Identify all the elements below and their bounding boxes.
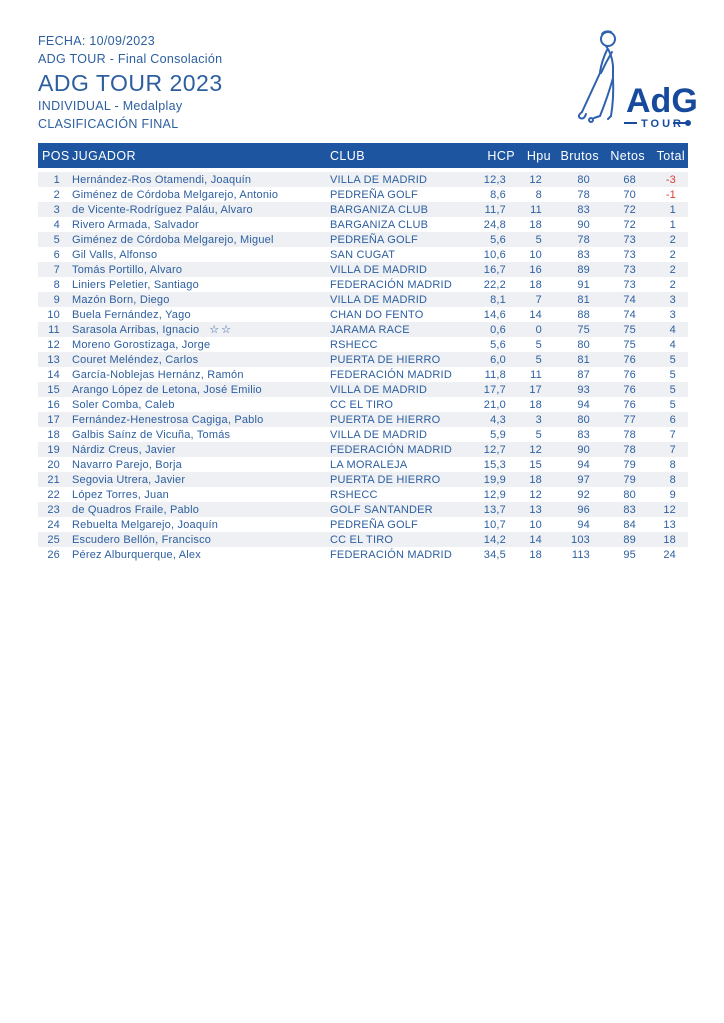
cell-netos: 78 [623,428,636,441]
cell-pos: 24 [47,518,60,531]
player-name: Escudero Bellón, Francisco [72,533,212,546]
cell-pos: 15 [47,383,60,396]
cell-hcp: 15,3 [483,458,506,471]
cell-pos: 8 [53,278,60,291]
cell-brutos: 78 [577,233,590,246]
player-name: Moreno Gorostizaga, Jorge [72,338,211,351]
table-row [38,187,688,202]
cell-club: VILLA DE MADRID [330,263,428,276]
cell-brutos: 80 [577,173,590,186]
cell-total: 12 [663,503,676,516]
classification-line: CLASIFICACIÓN FINAL [38,117,179,131]
cell-jugador [68,294,330,306]
cell-brutos: 81 [577,293,590,306]
cell-netos: 73 [623,233,636,246]
cell-netos: 76 [623,368,636,381]
cell-pos: 16 [47,398,60,411]
cell-jugador [68,519,330,531]
table-row [38,427,688,442]
cell-hpu: 3 [535,413,542,426]
cell-hcp: 17,7 [483,383,506,396]
cell-hpu: 5 [535,428,542,441]
cell-club: LA MORALEJA [330,458,408,471]
cell-hcp: 5,6 [490,338,506,351]
cell-brutos: 89 [577,263,590,276]
cell-brutos: 94 [577,518,590,531]
player-name: García-Noblejas Hernánz, Ramón [72,368,244,381]
table-row [38,322,688,337]
table-row [38,277,688,292]
table-row [38,472,688,487]
cell-total: 2 [669,278,676,291]
table-row [38,517,688,532]
cell-club: PEDREÑA GOLF [330,188,418,201]
cell-netos: 72 [623,218,636,231]
cell-total: 7 [669,428,676,441]
col-header-netos: Netos [610,148,645,163]
page-title: ADG TOUR 2023 [38,70,223,96]
cell-hcp: 8,6 [490,188,506,201]
cell-club: CC EL TIRO [330,398,394,411]
cell-hpu: 13 [529,503,542,516]
cell-hcp: 11,8 [484,368,506,381]
cell-jugador [68,399,330,411]
cell-hcp: 4,3 [490,413,506,426]
cell-brutos: 97 [577,473,590,486]
logo-sub-text: TOUR [641,118,684,130]
cell-hpu: 18 [529,218,542,231]
cell-hcp: 8,1 [490,293,506,306]
cell-club: PEDREÑA GOLF [330,233,418,246]
cell-jugador [68,264,330,276]
cell-brutos: 88 [577,308,590,321]
cell-hcp: 10,7 [483,518,506,531]
cell-hcp: 19,9 [483,473,506,486]
table-header-row [38,143,688,168]
cell-hpu: 14 [529,308,542,321]
cell-brutos: 94 [577,458,590,471]
cell-brutos: 91 [577,278,590,291]
cell-hcp: 34,5 [483,548,506,561]
player-name: de Vicente-Rodríguez Paláu, Alvaro [72,203,253,216]
format-line: INDIVIDUAL - Medalplay [38,99,183,113]
cell-hpu: 18 [529,398,542,411]
cell-netos: 89 [623,533,636,546]
cell-club: SAN CUGAT [330,248,396,261]
cell-jugador [68,534,330,546]
table-row [38,352,688,367]
cell-total: 13 [663,518,676,531]
cell-club: FEDERACIÓN MADRID [330,443,452,456]
player-name: Buela Fernández, Yago [72,308,191,321]
cell-jugador [68,549,330,561]
player-name: Gil Valls, Alfonso [72,248,158,261]
cell-pos: 22 [47,488,60,501]
cell-pos: 25 [47,533,60,546]
table-row [38,202,688,217]
cell-total: 2 [669,233,676,246]
cell-hpu: 11 [530,368,542,381]
cell-total: 5 [669,398,676,411]
cell-pos: 1 [53,173,60,186]
cell-total: 2 [669,263,676,276]
cell-brutos: 93 [577,383,590,396]
col-header-hcp: HCP [487,148,515,163]
cell-brutos: 113 [571,548,590,561]
cell-club: VILLA DE MADRID [330,293,428,306]
player-name: Giménez de Córdoba Melgarejo, Antonio [72,188,279,201]
cell-hpu: 10 [529,248,542,261]
cell-netos: 74 [623,308,636,321]
table-row [38,262,688,277]
player-name: Mazón Born, Diego [72,293,170,306]
cell-brutos: 90 [577,218,590,231]
cell-club: RSHECC [330,338,378,351]
cell-jugador [68,234,330,246]
cell-club: VILLA DE MADRID [330,383,428,396]
cell-jugador [68,444,330,456]
table-row [38,442,688,457]
cell-club: RSHECC [330,488,378,501]
cell-pos: 19 [47,443,60,456]
cell-total: -1 [665,188,676,201]
table-row [38,307,688,322]
cell-hpu: 11 [530,203,542,216]
cell-hpu: 16 [529,263,542,276]
cell-club: JARAMA RACE [330,323,410,336]
cell-total: 9 [669,488,676,501]
cell-netos: 72 [623,203,636,216]
col-header-jugador: JUGADOR [72,148,136,163]
cell-hcp: 11,7 [484,203,506,216]
player-name: Couret Meléndez, Carlos [72,353,199,366]
cell-brutos: 83 [577,203,590,216]
col-header-club: CLUB [330,148,365,163]
col-header-brutos: Brutos [560,148,599,163]
cell-hpu: 12 [529,173,542,186]
table-row [38,247,688,262]
cell-jugador [68,219,330,231]
cell-hcp: 12,7 [483,443,506,456]
cell-brutos: 80 [577,338,590,351]
cell-pos: 12 [47,338,60,351]
cell-club: CHAN DO FENTO [330,308,424,321]
cell-pos: 6 [53,248,60,261]
cell-club: VILLA DE MADRID [330,173,428,186]
cell-hcp: 5,6 [490,233,506,246]
cell-brutos: 80 [577,413,590,426]
cell-total: 1 [669,203,676,216]
table-row [38,292,688,307]
cell-club: PUERTA DE HIERRO [330,353,441,366]
cell-hpu: 15 [529,458,542,471]
cell-pos: 21 [47,473,60,486]
cell-hcp: 16,7 [483,263,506,276]
cell-hpu: 18 [529,278,542,291]
cell-netos: 76 [623,383,636,396]
table-row [38,232,688,247]
cell-netos: 83 [623,503,636,516]
player-name: Soler Comba, Caleb [72,398,175,411]
cell-pos: 9 [53,293,60,306]
player-name: Navarro Parejo, Borja [72,458,182,471]
player-name: Liniers Peletier, Santiago [72,278,199,291]
cell-club: PEDREÑA GOLF [330,518,418,531]
player-name: Rebuelta Melgarejo, Joaquín [72,518,219,531]
cell-jugador [68,279,330,291]
cell-netos: 95 [623,548,636,561]
cell-club: PUERTA DE HIERRO [330,473,441,486]
cell-hpu: 18 [529,548,542,561]
cell-club: CC EL TIRO [330,533,394,546]
player-name: Rivero Armada, Salvador [72,218,199,231]
cell-pos: 2 [53,188,60,201]
table-row [38,457,688,472]
cell-netos: 73 [623,278,636,291]
cell-jugador [68,504,330,516]
cell-pos: 4 [53,218,60,231]
table-row [38,487,688,502]
cell-hpu: 12 [529,443,542,456]
cell-club: BARGANIZA CLUB [330,218,429,231]
player-name: Hernández-Ros Otamendi, Joaquín [72,173,252,186]
player-name: López Torres, Juan [72,488,169,501]
cell-pos: 11 [48,323,60,336]
col-header-hpu: Hpu [526,148,551,163]
cell-hcp: 12,9 [483,488,506,501]
stars-badge: ☆☆ [209,324,234,336]
table-row [38,172,688,187]
player-name: Nárdiz Creus, Javier [72,443,176,456]
cell-brutos: 75 [577,323,590,336]
table-row [38,547,688,562]
cell-pos: 20 [47,458,60,471]
cell-jugador [68,249,330,261]
cell-jugador [68,474,330,486]
cell-total: 5 [669,368,676,381]
golfer-icon [558,26,696,134]
cell-pos: 14 [47,368,60,381]
cell-netos: 80 [623,488,636,501]
player-name: Fernández-Henestrosa Cagiga, Pablo [72,413,264,426]
table-row [38,412,688,427]
cell-pos: 26 [47,548,60,561]
cell-hpu: 5 [535,233,542,246]
cell-brutos: 83 [577,248,590,261]
results-table [38,143,688,562]
cell-hpu: 5 [535,353,542,366]
table-row [38,502,688,517]
table-row [38,397,688,412]
col-header-pos: POS [42,148,70,163]
cell-hpu: 17 [529,383,542,396]
cell-brutos: 90 [577,443,590,456]
cell-club: BARGANIZA CLUB [330,203,429,216]
cell-hpu: 0 [535,323,542,336]
cell-jugador [68,174,330,186]
cell-hpu: 12 [529,488,542,501]
cell-total: 5 [669,353,676,366]
cell-jugador [68,309,330,321]
cell-total: 18 [663,533,676,546]
cell-total: 24 [663,548,676,561]
table-row [38,532,688,547]
cell-hcp: 13,7 [483,503,506,516]
cell-pos: 5 [53,233,60,246]
cell-netos: 79 [623,458,636,471]
cell-netos: 76 [623,398,636,411]
player-name: Giménez de Córdoba Melgarejo, Miguel [72,233,274,246]
date-line: FECHA: 10/09/2023 [38,34,155,48]
cell-netos: 73 [623,263,636,276]
cell-pos: 3 [53,203,60,216]
player-name: Sarasola Arribas, Ignacio [72,324,200,336]
table-row [38,337,688,352]
cell-jugador [68,354,330,366]
table-row [38,217,688,232]
cell-netos: 70 [623,188,636,201]
cell-hcp: 12,3 [483,173,506,186]
cell-pos: 18 [47,428,60,441]
cell-brutos: 78 [577,188,590,201]
player-name: Segovia Utrera, Javier [72,473,186,486]
cell-hcp: 0,6 [490,323,506,336]
cell-jugador [68,323,330,336]
cell-total: 7 [669,443,676,456]
cell-total: 2 [669,248,676,261]
cell-hpu: 8 [535,188,542,201]
cell-jugador [68,384,330,396]
cell-total: -3 [665,173,676,186]
cell-total: 4 [669,338,676,351]
cell-pos: 10 [47,308,60,321]
cell-jugador [68,429,330,441]
cell-jugador [68,339,330,351]
cell-brutos: 96 [577,503,590,516]
cell-total: 8 [669,458,676,471]
cell-netos: 79 [623,473,636,486]
player-name: de Quadros Fraile, Pablo [72,503,200,516]
cell-total: 8 [669,473,676,486]
cell-total: 3 [669,308,676,321]
cell-brutos: 81 [577,353,590,366]
cell-brutos: 103 [571,533,590,546]
cell-hcp: 6,0 [490,353,506,366]
cell-jugador [68,414,330,426]
cell-total: 5 [669,383,676,396]
player-name: Arango López de Letona, José Emilio [72,383,262,396]
player-name: Galbis Saínz de Vicuña, Tomás [72,428,231,441]
cell-pos: 23 [47,503,60,516]
cell-club: FEDERACIÓN MADRID [330,368,452,381]
cell-jugador [68,459,330,471]
logo-brand-text: AdG [626,82,696,120]
cell-hcp: 22,2 [483,278,506,291]
table-row [38,382,688,397]
cell-hpu: 18 [529,473,542,486]
cell-hcp: 10,6 [483,248,506,261]
cell-netos: 74 [623,293,636,306]
cell-brutos: 87 [577,368,590,381]
cell-brutos: 94 [577,398,590,411]
cell-brutos: 92 [577,488,590,501]
cell-jugador [68,204,330,216]
cell-netos: 75 [623,338,636,351]
cell-hcp: 14,6 [483,308,506,321]
cell-club: GOLF SANTANDER [330,503,433,516]
cell-netos: 84 [623,518,636,531]
cell-jugador [68,369,330,381]
cell-netos: 73 [623,248,636,261]
cell-hpu: 14 [529,533,542,546]
cell-total: 6 [669,413,676,426]
col-header-total: Total [656,148,685,163]
cell-pos: 13 [47,353,60,366]
player-name: Pérez Alburquerque, Alex [72,548,201,561]
cell-hpu: 5 [535,338,542,351]
cell-netos: 76 [623,353,636,366]
cell-hpu: 10 [529,518,542,531]
cell-netos: 68 [623,173,636,186]
cell-club: FEDERACIÓN MADRID [330,548,452,561]
cell-total: 3 [669,293,676,306]
cell-hcp: 24,8 [483,218,506,231]
cell-hcp: 5,9 [490,428,506,441]
player-name: Tomás Portillo, Alvaro [72,263,183,276]
cell-pos: 17 [47,413,60,426]
table-body [38,172,688,562]
cell-netos: 78 [623,443,636,456]
cell-total: 4 [669,323,676,336]
cell-pos: 7 [53,263,60,276]
cell-netos: 75 [623,323,636,336]
cell-hcp: 21,0 [483,398,506,411]
table-row [38,367,688,382]
cell-hpu: 7 [535,293,542,306]
cell-jugador [68,489,330,501]
cell-club: VILLA DE MADRID [330,428,428,441]
cell-club: FEDERACIÓN MADRID [330,278,452,291]
cell-club: PUERTA DE HIERRO [330,413,441,426]
cell-brutos: 83 [577,428,590,441]
cell-netos: 77 [623,413,636,426]
cell-hcp: 14,2 [483,533,506,546]
adg-tour-logo [558,26,696,134]
cell-jugador [68,189,330,201]
cell-total: 1 [669,218,676,231]
document-header [38,32,223,133]
event-line: ADG TOUR - Final Consolación [38,52,223,66]
